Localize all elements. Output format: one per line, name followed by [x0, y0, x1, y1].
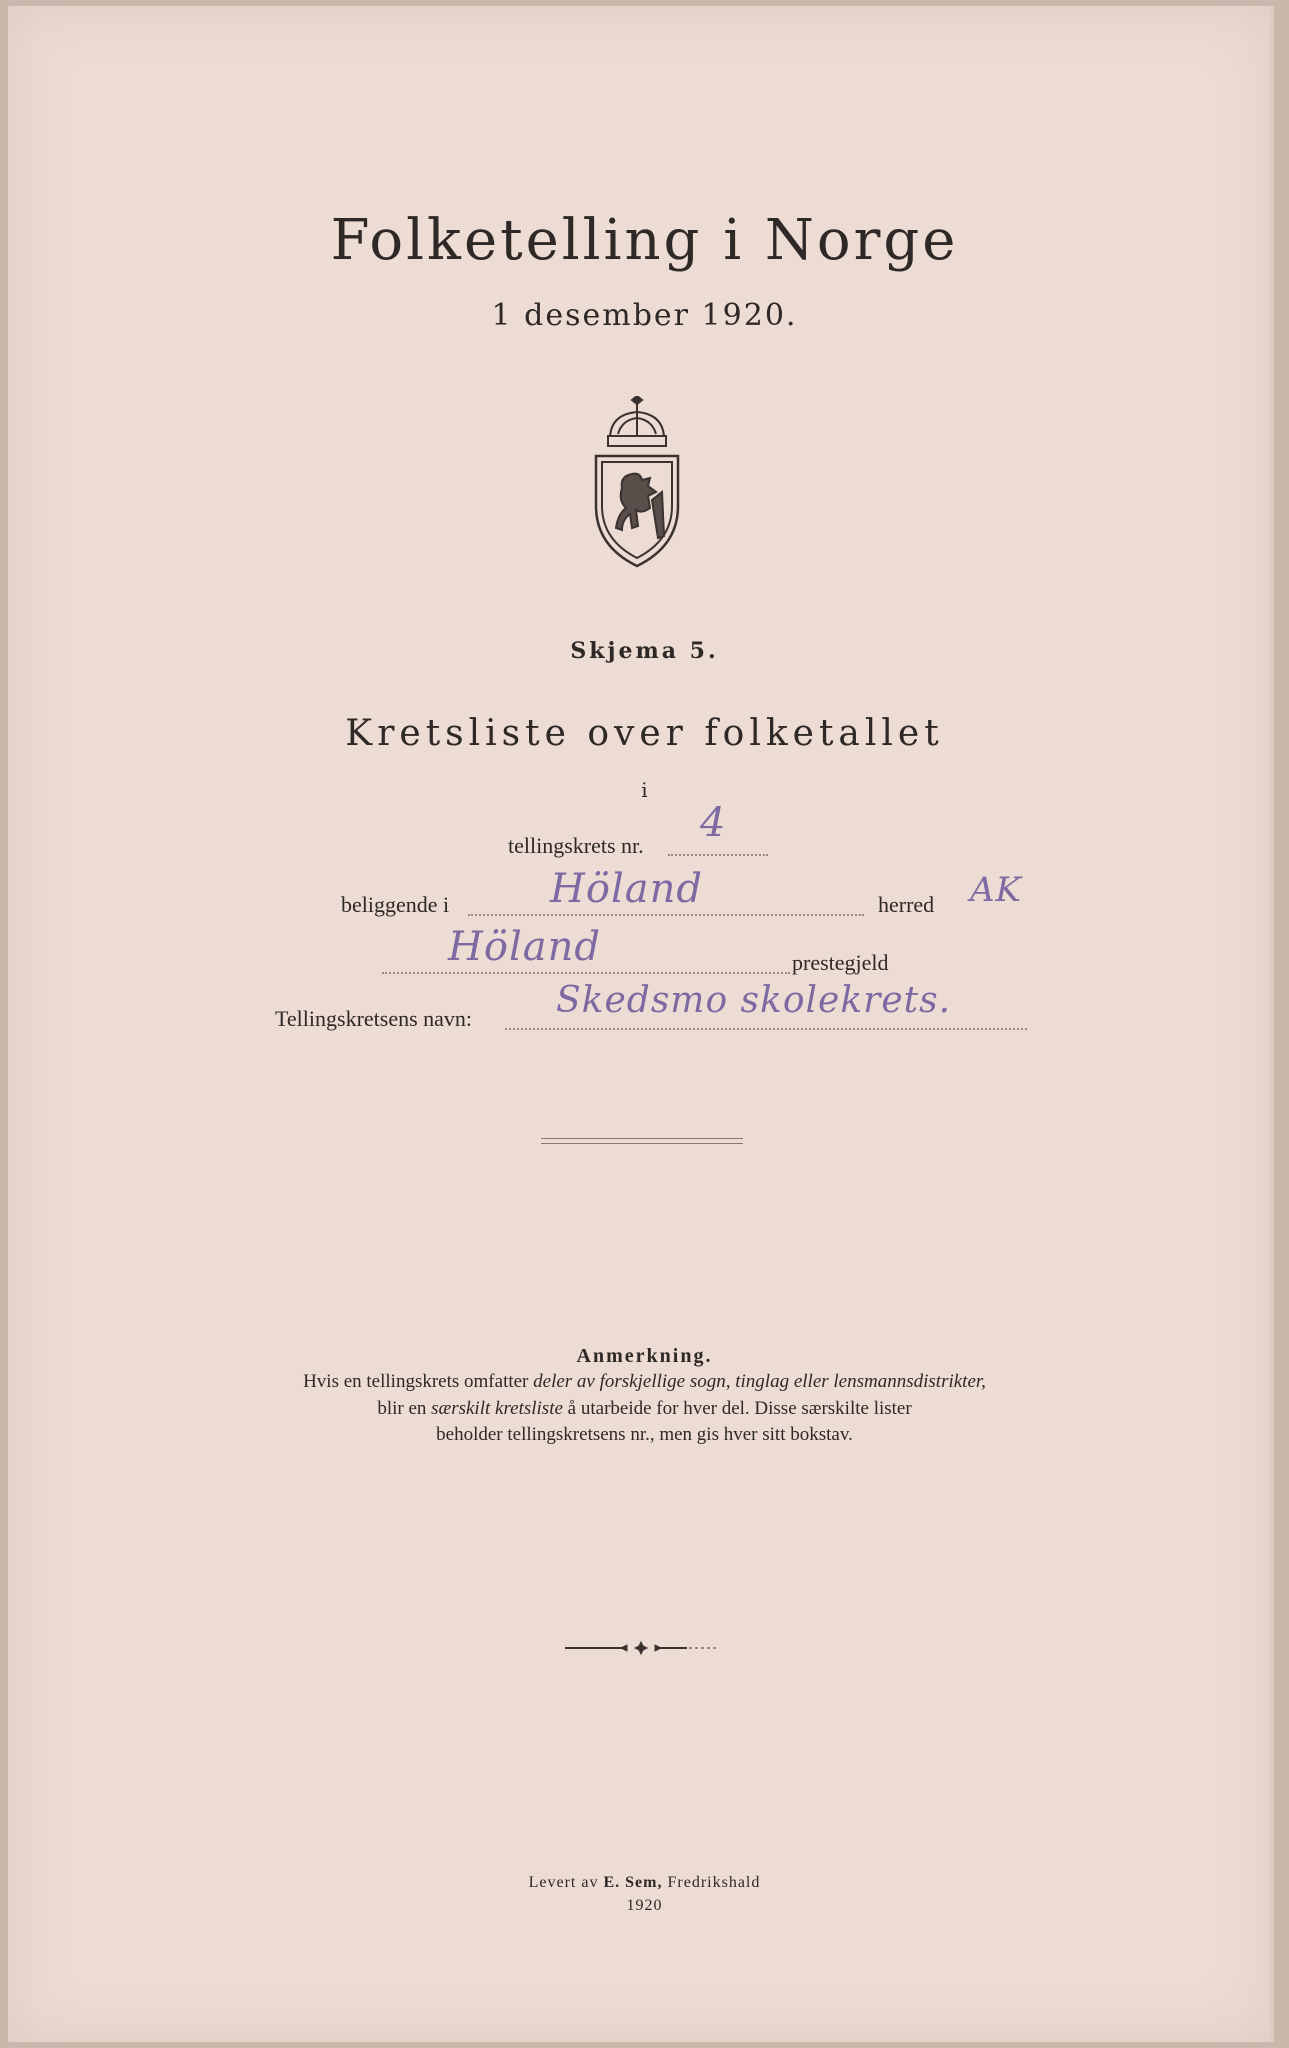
herred-label: herred	[878, 892, 935, 917]
note-line-1-emphasis: deler av forskjellige sogn, tinglag eller lensmannsdistrikter,	[533, 1371, 986, 1392]
herred-value[interactable]: AK	[970, 870, 1022, 910]
note-line-1-text: Hvis en tellingskrets omfatter	[303, 1371, 534, 1392]
note-line-2-emphasis: særskilt kretsliste	[431, 1398, 563, 1419]
note-line-2-text-a: blir en	[377, 1398, 432, 1419]
district-value[interactable]: 4	[700, 800, 727, 846]
printer-credit	[0, 1874, 1289, 1892]
page-title: Folketelling i Norge	[330, 208, 959, 273]
located-dotted-line	[468, 912, 864, 916]
district-label: tellingskrets nr.	[508, 833, 644, 858]
schema-number: Skjema 5.	[570, 638, 719, 664]
parish-label: prestegjeld	[792, 950, 889, 975]
decorative-ornament-icon	[565, 1640, 717, 1656]
located-value[interactable]: Höland	[550, 866, 703, 912]
form-heading: Kretsliste over folketallet	[345, 713, 944, 754]
district-name-value[interactable]: Skedsmo skolekrets.	[556, 980, 952, 1021]
note-line-2-text-c: å utarbeide for hver del. Disse særskilte lister	[562, 1398, 912, 1419]
note-line-2	[0, 1396, 1289, 1422]
printer-city: Fredrikshald	[662, 1874, 761, 1891]
section-divider	[541, 1138, 743, 1144]
district-name-dotted-line	[505, 1026, 1027, 1030]
print-year: 1920	[626, 1897, 663, 1914]
district-dotted-line	[668, 852, 768, 856]
note-line-3: beholder tellingskretsens nr., men gis hver sitt bokstav.	[436, 1424, 853, 1445]
census-date: 1 desember 1920.	[491, 298, 798, 333]
note-title: Anmerkning.	[576, 1345, 713, 1367]
printer-name: E. Sem,	[603, 1874, 663, 1891]
district-name-label: Tellingskretsens navn:	[275, 1006, 473, 1031]
connector-word: i	[641, 778, 648, 802]
norwegian-coat-of-arms-icon	[592, 396, 682, 568]
parish-dotted-line	[382, 970, 790, 974]
note-line-1	[0, 1369, 1289, 1395]
located-label: beliggende i	[341, 892, 450, 917]
parish-value[interactable]: Höland	[448, 924, 601, 970]
printer-prefix: Levert av	[528, 1874, 604, 1891]
